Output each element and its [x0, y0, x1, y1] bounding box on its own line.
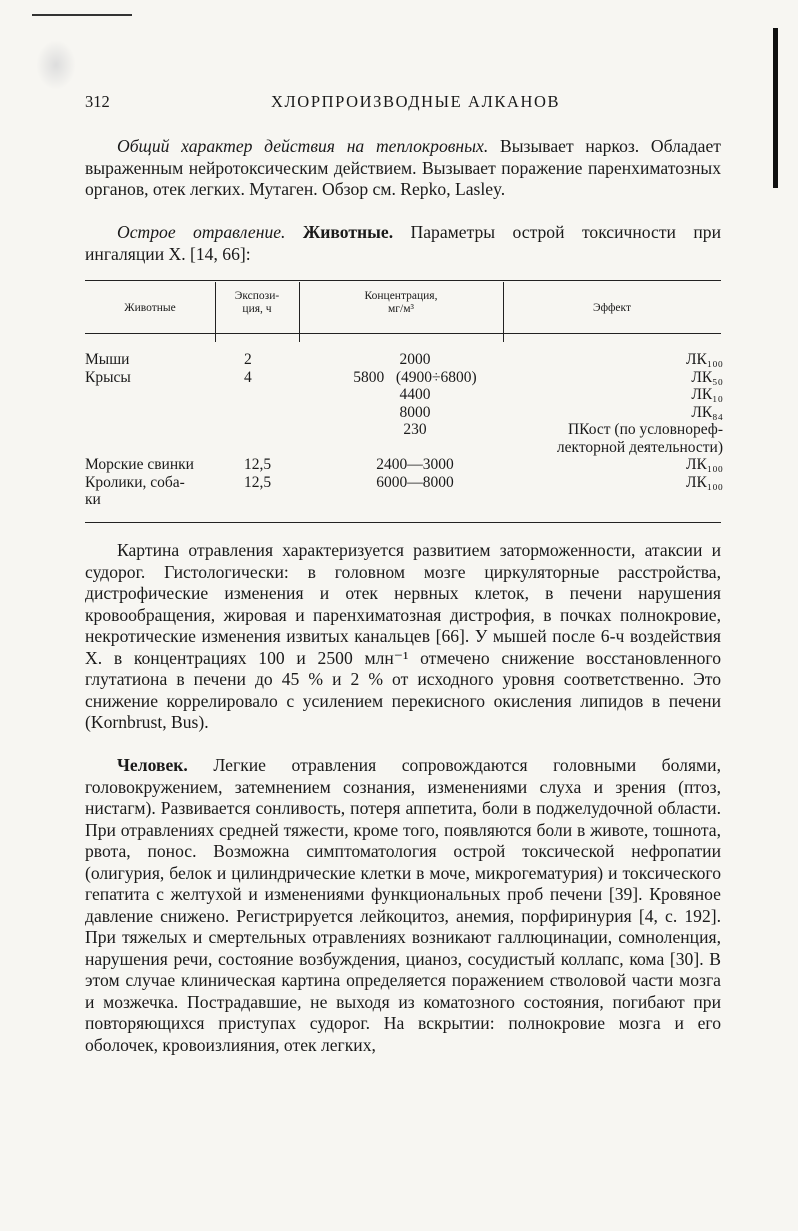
scan-smudge [36, 40, 76, 90]
exposure-column [240, 351, 304, 491]
table-cell: ки [85, 491, 101, 508]
table-cell: Морские свинки [85, 456, 194, 473]
running-title: ХЛОРПРОИЗВОДНЫЕ АЛКАНОВ [271, 92, 561, 111]
human-heading: Человек. [117, 755, 188, 775]
table-header-rule [85, 333, 721, 334]
header-exposure-line2: ция, ч [242, 303, 272, 315]
table-cell [240, 404, 304, 422]
table-cell: 230 [403, 421, 427, 438]
effect-column [515, 351, 723, 491]
table-cell: ЛК₁₀₀ [685, 351, 723, 368]
header-conc-line1: Концентрация, [364, 290, 438, 302]
table-cell: 5800 (4900÷6800) [353, 368, 477, 386]
table-cell: 8000 [399, 403, 431, 421]
table-cell: ПКост (по условнореф- [567, 421, 723, 438]
scan-edge-bar [773, 28, 778, 188]
table-cell [240, 421, 304, 439]
table-cell: 2 [244, 351, 252, 368]
intro-paragraph [85, 136, 721, 201]
table-cell: 6000—8000 [376, 473, 454, 491]
table-cell [240, 439, 304, 457]
table-cell [240, 386, 304, 404]
header-exposure-line1: Экспози- [234, 290, 280, 302]
page-number: 312 [85, 92, 110, 111]
table-cell: ЛК₁₀₀ [685, 473, 723, 491]
table-cell: Мыши [85, 351, 130, 368]
table-cell: 2400—3000 [376, 456, 454, 473]
header-animals: Животные [124, 302, 176, 314]
table-cell [85, 404, 194, 422]
acute-paragraph [85, 222, 721, 265]
table-cell: 12,5 [244, 473, 272, 491]
scan-mark-line [32, 14, 132, 16]
table-cell: Кролики, соба- [85, 473, 185, 491]
header-concentration [299, 290, 503, 316]
picture-paragraph [85, 540, 721, 734]
acute-heading: Острое отравление. [117, 222, 286, 242]
acute-text: Параметры острой токсичности при ингаляции X. [14, 66]: [85, 222, 722, 264]
table-bottom-rule [85, 522, 721, 523]
picture-text: Картина отравления характеризуется развитием заторможенности, атаксии и судорог. Гистологически: в головном мозге циркуляторные расстройства, дистрофические изменения и отек нервных клеток, в печени нарушения кровообращения, жировая и паренхиматозная дистрофия, в почках полнокровие, некротические изменения извитых канальцев [66]. У мышей после 6-ч воздействия X. в концентрациях 100 и 2500 млн⁻¹ отмечено снижение восстановленного глутатиона в печени до 45 % и 2 % от исходного уровня соответственно. Это снижение коррелировало с усилением перекисного окисления липидов в печени (Kornbrust, Bus). [85, 540, 721, 732]
human-text: Легкие отравления сопровождаются головными болями, головокружением, затемнением сознания, изменениями слуха и зрения (птоз, нистагм). Развивается сонливость, потеря аппетита, боли в поджелудочной области. При отравлениях средней тяжести, кроме того, появляются боли в животе, тошнота, рвота, понос. Возможна симптоматология острой токсической нефропатии (олигурия, белок и цилиндрические клетки в моче, микрогематурия) и токсического гепатита с желтухой и изменениями функциональных проб печени [39]. Кровяное давление снижено. Регистрируется лейкоцитоз, анемия, порфиринурия [4, с. 192]. При тяжелых и смертельных отравлениях возникают галлюцинации, сомноленция, нарушения речи, состояние возбуждения, цианоз, сосудистый коллапс, кома [30]. В этом случае клиническая картина определяется поражением стволовой части мозга и мозжечка. Пострадавшие, не выходя из коматозного состояния, погибают при повторяющихся приступах судорог. На вскрытии: полнокровие мозга и его оболочек, кровоизлияния, отек легких, [85, 755, 721, 1055]
general-action-heading: Общий характер действия на теплокровных. [117, 136, 489, 156]
table-cell: 4 [244, 368, 252, 386]
table-cell [325, 439, 505, 457]
toxicity-table [85, 278, 721, 528]
table-cell: 4400 [399, 386, 431, 403]
table-cell [85, 421, 194, 439]
table-cell: ЛК₁₀₀ [685, 456, 723, 473]
table-cell: Крысы [85, 368, 131, 386]
table-cell [85, 439, 194, 457]
table-cell [85, 386, 194, 404]
header-exposure [215, 290, 299, 316]
table-cell: лекторной деятельности) [556, 438, 723, 456]
table-top-rule [85, 280, 721, 281]
header-conc-line2: мг/м³ [388, 303, 414, 315]
human-paragraph [85, 755, 721, 1056]
table-cell: ЛК₅₀ [691, 368, 723, 386]
table-cell: 12,5 [244, 456, 272, 473]
table-cell: ЛК₈₄ [691, 403, 723, 421]
general-action-text: Вызывает наркоз. Обладает выраженным нейротоксическим действием. Вызывает поражение паренхиматозных органов, отек легких. Мутаген. Обзор см. Repko, Lasley. [85, 136, 721, 199]
concentration-column [325, 351, 505, 491]
table-cell: 2000 [399, 351, 431, 368]
animals-column [85, 351, 194, 509]
table-cell: ЛК₁₀ [691, 386, 723, 403]
header-effect: Эффект [593, 302, 631, 314]
page-header [85, 92, 721, 118]
animals-heading: Животные. [285, 222, 394, 242]
